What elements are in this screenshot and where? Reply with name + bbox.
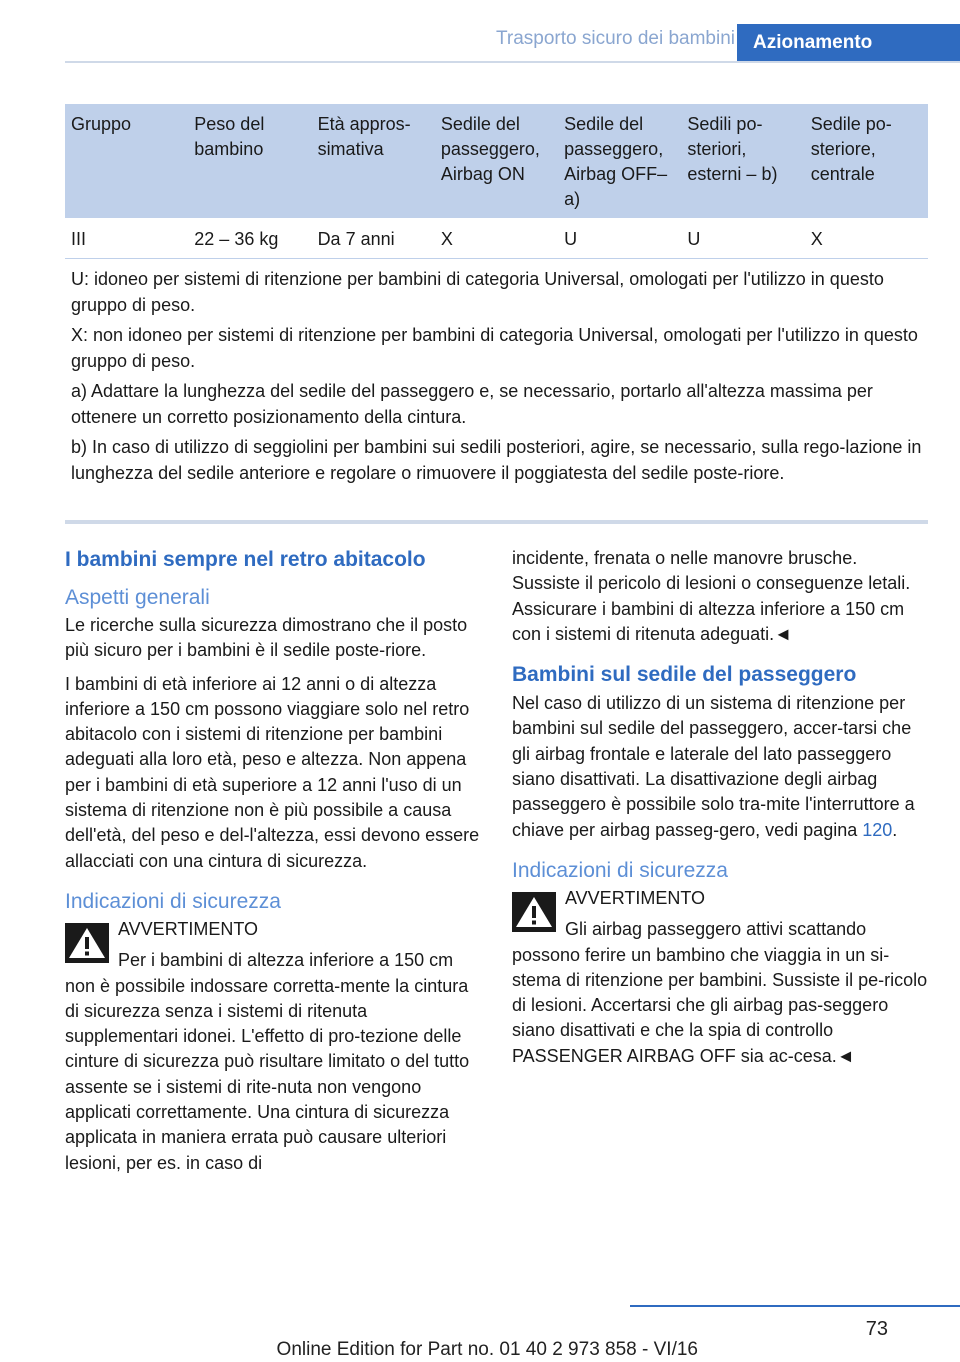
table-header-cell: Sedile del passeggero, Airbag OFF– a) <box>564 114 668 209</box>
header-rule <box>65 61 960 63</box>
child-seat-table <box>65 104 928 491</box>
footer-rule <box>630 1305 960 1307</box>
table-end-rule <box>65 520 928 524</box>
warning-block <box>512 886 928 1069</box>
table-header-cell: Sedile del passeggero, Airbag ON <box>440 114 540 184</box>
warning-title: AVVERTIMENTO <box>565 887 706 908</box>
table-note: a) Adattare la lunghezza del sedile del passeggero e, se necessario, portarlo all'altezza massima per ottenere un corretto posizionamento della cintura. <box>71 381 873 427</box>
table-cell: U <box>687 228 701 249</box>
table-header-cell: Età appros-simativa <box>317 114 411 159</box>
table-cell: X <box>810 228 823 249</box>
body-paragraph: Le ricerche sulla sicurezza dimostrano che il posto più sicuro per i bambini è il sedile poste-riore. <box>65 615 468 661</box>
warning-triangle-icon <box>512 892 556 932</box>
section-heading: I bambini sempre nel retro abitacolo <box>65 548 426 571</box>
body-paragraph <box>512 691 928 843</box>
paragraph-text: . <box>892 819 898 840</box>
table-note: U: idoneo per sistemi di ritenzione per bambini di categoria Universal, omologati per l'utilizzo in questo gruppo di peso. <box>71 269 884 315</box>
paragraph-text: Nel caso di utilizzo di un sistema di ritenzione per bambini sul sedile del passeggero, accer-tarsi che gli airbag frontale e laterale del lato passeggero siano disattivati. La disattivazione degli airbag passeggero è possibile solo tra-mite l'interruttore a chiave per airbag passeg-gero, vedi pagina <box>512 693 915 840</box>
header-chapter-tab: Azionamento <box>737 24 960 62</box>
body-paragraph: incidente, frenata o nelle manovre brusche. Sussiste il pericolo di lesioni o conseguenze letali. Assicurare i bambini di altezza inferiore a 150 cm con i sistemi di ritenuta adeguati.◄ <box>512 548 911 644</box>
table-header-cell: Peso del bambino <box>194 114 265 159</box>
subsection-heading: Indicazioni di sicurezza <box>512 858 728 882</box>
subsection-heading: Indicazioni di sicurezza <box>65 889 281 913</box>
warning-triangle-icon <box>65 923 109 963</box>
warning-text: Gli airbag passeggero attivi scattando possono ferire un bambino che viaggia in un si-stema di ritenzione per bambini. Sussiste il pe-ricolo di lesioni. Accertarsi che gli airbag pas-seggero siano disattivati e che la spia di controllo PASSENGER AIRBAG OFF sia ac-cesa.◄ <box>512 919 928 1066</box>
footer-edition: Online Edition for Part no. 01 40 2 973 858 - VI/16 <box>276 1339 698 1360</box>
warning-block <box>65 917 481 1176</box>
table-note: b) In caso di utilizzo di seggiolini per bambini sui sedili posteriori, agire, se necessario, sulla rego-lazione in lunghezza del sedile anteriore e regolare o rimuovere il poggiatesta del sedile poste-riore. <box>71 437 922 483</box>
table-cell: III <box>71 228 87 249</box>
table-cell: 22 – 36 kg <box>194 228 279 249</box>
right-column <box>512 546 928 1069</box>
table-cell: X <box>440 228 453 249</box>
table-note: X: non idoneo per sistemi di ritenzione per bambini di categoria Universal, omologati per l'utilizzo in questo gruppo di peso. <box>71 325 918 371</box>
table-header-row <box>65 104 928 218</box>
warning-title: AVVERTIMENTO <box>118 918 259 939</box>
table-notes <box>65 259 928 486</box>
page-reference-link[interactable]: 120 <box>862 819 893 840</box>
table-cell: Da 7 anni <box>317 228 395 249</box>
left-column <box>65 546 481 1176</box>
subsection-heading: Aspetti generali <box>65 586 210 609</box>
table-header-cell: Sedili po-steriori, esterni – b) <box>687 114 778 184</box>
section-heading: Bambini sul sedile del passeggero <box>512 663 857 687</box>
table-header-cell: Sedile po-steriore, centrale <box>810 114 892 184</box>
warning-text: Per i bambini di altezza inferiore a 150 cm non è possibile indossare corretta-mente la cintura di sicurezza senza i sistemi di ritenuta supplementari idonei. L'effetto di pro-tezione delle cinture di sicurezza può risultare limitato o del tutto assente se i sistemi di rite-nuta non vengono applicati correttamente. Una cintura di sicurezza applicata in maniera errata può causare ulteriori lesioni, per es. in caso di <box>65 950 470 1173</box>
page-number: 73 <box>865 1318 888 1340</box>
table-header-cell: Gruppo <box>71 114 132 134</box>
table-cell: U <box>564 228 578 249</box>
header-section-title: Trasporto sicuro dei bambini <box>495 28 735 49</box>
table-row <box>65 218 928 259</box>
body-paragraph: I bambini di età inferiore ai 12 anni o di altezza inferiore a 150 cm possono viaggiare solo nel retro abitacolo con i sistemi di ritenzione per bambini adeguati alla loro età, peso e altezza. Non appena per i bambini di età superiore a 12 anni l'uso di un sistema di ritenzione non è più possibile a causa dell'età, del peso e del-l'altezza, essi devono essere allacciati con una cintura di sicurezza. <box>65 673 480 871</box>
